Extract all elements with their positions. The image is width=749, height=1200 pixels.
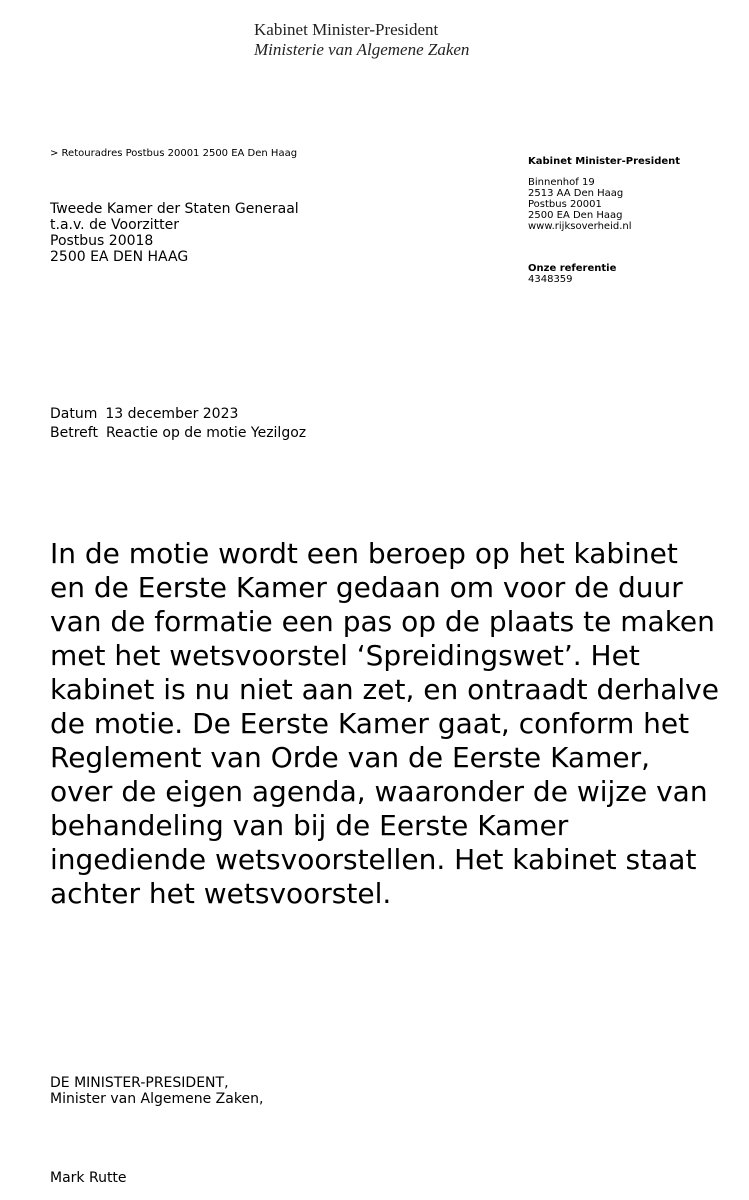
sender-block (528, 156, 738, 285)
letter-body: In de motie wordt een beroep op het kabinet en de Eerste Kamer gedaan om voor de duur van de formatie een pas op de plaats te maken met het wetsvoorstel ‘Spreidingswet’. Het kabinet is nu niet aan zet, en ontraadt derhalve de motie. De Eerste Kamer gaat, conform het Reglement van Orde van de Eerste Kamer, over de eigen agenda, waaronder de wijze van behandeling van bij de Eerste Kamer ingediende wetsvoorstellen. Het kabinet staat achter het wetsvoorstel. (50, 537, 719, 910)
reference-value: 4348359 (528, 274, 573, 285)
addressee-block (50, 201, 299, 265)
letterhead (254, 20, 469, 60)
letterhead-ministry: Ministerie van Algemene Zaken (254, 40, 470, 59)
sender-name: Kabinet Minister-President (528, 156, 681, 167)
addressee-line: t.a.v. de Voorzitter (50, 217, 179, 233)
closing-block (50, 1075, 263, 1107)
sender-address-line: 2513 AA Den Haag (528, 188, 624, 199)
closing-subtitle: Minister van Algemene Zaken, (50, 1091, 264, 1107)
sender-address-line: Postbus 20001 (528, 199, 602, 210)
letterhead-organization: Kabinet Minister-President (254, 20, 439, 39)
subject-row (50, 424, 306, 443)
letter-meta (50, 405, 306, 443)
sender-address-line: Binnenhof 19 (528, 177, 595, 188)
date-label: Datum (50, 406, 98, 422)
date-row (50, 405, 306, 424)
signature-name: Mark Rutte (50, 1170, 127, 1186)
return-address: > Retouradres Postbus 20001 2500 EA Den Haag (50, 148, 298, 159)
date-value: 13 december 2023 (105, 406, 239, 422)
sender-address-line: 2500 EA Den Haag (528, 210, 623, 221)
sender-website: www.rijksoverheid.nl (528, 221, 632, 232)
sender-address (528, 177, 738, 232)
addressee-line: 2500 EA DEN HAAG (50, 249, 189, 265)
addressee-line: Tweede Kamer der Staten Generaal (50, 201, 299, 217)
subject-value: Reactie op de motie Yezilgoz (105, 425, 307, 441)
subject-label: Betreft (50, 425, 98, 441)
closing-title: DE MINISTER-PRESIDENT, (50, 1075, 229, 1091)
reference-label: Onze referentie (528, 263, 617, 274)
addressee-line: Postbus 20018 (50, 233, 154, 249)
